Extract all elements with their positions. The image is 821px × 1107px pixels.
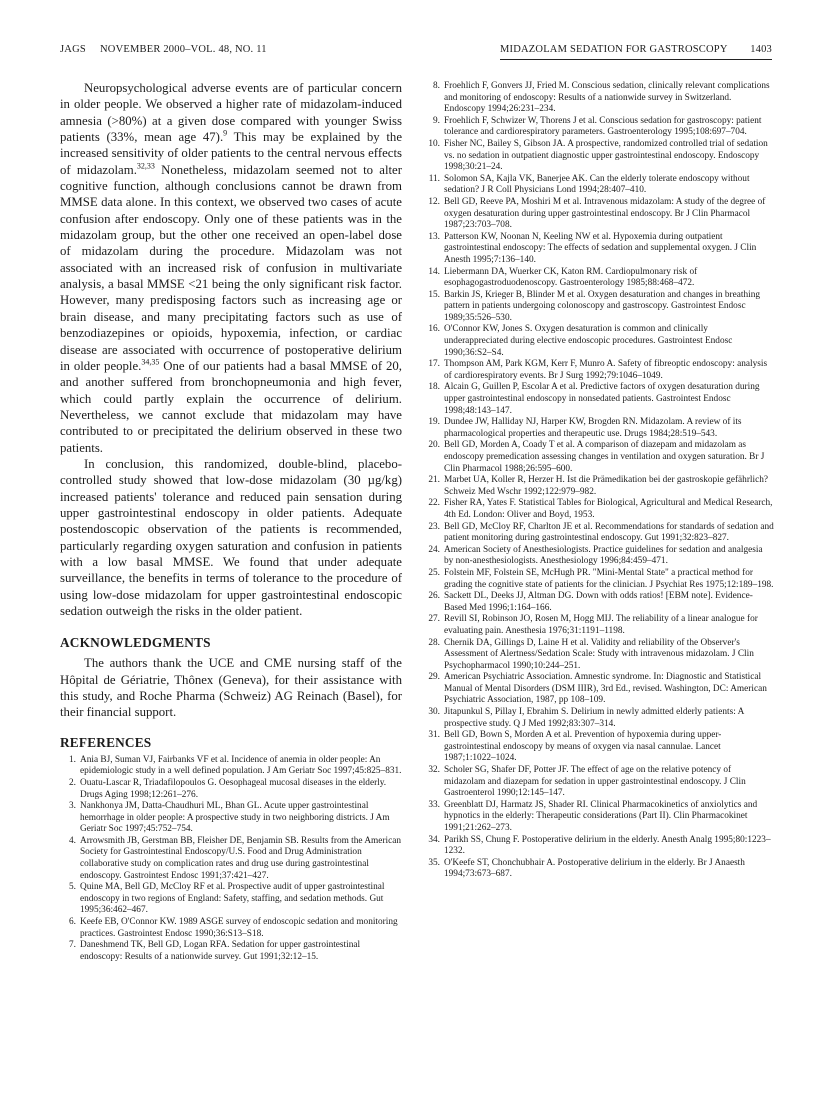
reference-item xyxy=(424,417,774,440)
reference-text: Scholer SG, Shafer DF, Potter JF. The effect of age on the relative potency of midazolam and diazepam for sedation in upper gastrointestinal endoscopy. J Clin Gastroenterol 1990;12:145–147. xyxy=(444,765,746,799)
citation: 32,33 xyxy=(136,161,155,171)
reference-item xyxy=(424,498,774,521)
conclusion-paragraph: In conclusion, this randomized, double-blind, placebo-controlled study showed that low-dose midazolam (30 µg/kg) increased patients' tolerance and reduced pain sensation during upper gastrointestinal endoscopy in older patients. Adequate postendoscopic observation of the patients is recommended, particularly regarding oxygen saturation and confusion in patients with a low basal MMSE. We found that under adequate surveillance, the benefits in terms of tolerance to the procedure of using low-dose midazolam for upper gastrointestinal endoscopic sedation outweigh the risks in the older patient. xyxy=(60,456,402,618)
reference-item xyxy=(60,801,402,836)
reference-text: Parikh SS, Chung F. Postoperative delirium in the elderly. Anesth Analg 1995;80:1223–1232. xyxy=(444,834,771,857)
reference-item xyxy=(424,707,774,730)
reference-text: Marbet UA, Koller R, Herzer H. Ist die Prämedikation bei der gastroskopie gefährlich? Schweiz Med Wschr 1992;122:979–982. xyxy=(444,475,768,497)
reference-number: 5. xyxy=(69,882,76,893)
reference-item xyxy=(424,359,774,382)
reference-item xyxy=(424,382,774,417)
reference-item xyxy=(424,545,774,568)
reference-text: Daneshmend TK, Bell GD, Logan RFA. Sedation for upper gastrointestinal endoscopy: Results of a nationwide survey. Gut 1991;32:12–15. xyxy=(80,940,361,962)
reference-number: 11. xyxy=(428,173,440,184)
reference-item xyxy=(424,475,774,498)
reference-number: 30. xyxy=(428,707,440,718)
reference-number: 13. xyxy=(428,231,440,242)
p1-text-d: One of our patients had a basal MMSE of 20, and another suffered from bronchopneumonia and high fever, which could partly explain the occurrence of delirium. Nevertheless, we cannot exclude that midazolam may have contributed to or precipitated the delirium observed in these two patients. xyxy=(60,358,402,455)
reference-number: 20. xyxy=(428,440,440,451)
reference-item xyxy=(60,778,402,801)
reference-number: 26. xyxy=(428,591,440,602)
reference-text: Bell GD, Morden A, Coady T et al. A comparison of diazepam and midazolam as endoscopy premedication assessing changes in ventilation and oxygen saturation. Br J Clin Pharmacol 1988;26:595–600. xyxy=(444,440,765,474)
reference-text: Greenblatt DJ, Harmatz JS, Shader RI. Clinical Pharmacokinetics of anxiolytics and hypnotics in the elderly: Therapeutic considerations (Part II). Clin Pharmacokinet 1991;21:262–273. xyxy=(444,799,758,833)
reference-item xyxy=(424,835,774,858)
p1-text-b: This may be explained by the increased sensitivity of older patients to the central nervous effects of midazolam. xyxy=(60,130,403,177)
reference-text: Froehlich F, Gonvers JJ, Fried M. Conscious sedation, clinically relevant complications and monitoring of endoscopy: Results of a nationwide survey in Switzerland. Endoscopy 1994;26:231–234. xyxy=(444,81,770,115)
reference-text: Solomon SA, Kajla VK, Banerjee AK. Can the elderly tolerate endoscopy without sedation? J R Coll Physicians Lond 1994;28:407–410. xyxy=(444,173,750,196)
reference-number: 27. xyxy=(428,614,440,625)
reference-text: Alcain G, Guillen P, Escolar A et al. Predictive factors of oxygen desaturation during upper gastrointestinal endoscopy in nonsedated patients. Gastrointest Endosc 1998;48:143–147. xyxy=(444,382,760,416)
reference-text: Folstein MF, Folstein SE, McHugh PR. "Mini-Mental State" a practical method for grading the cognitive state of patients for the clinician. J Psychiat Res 1975;12:189–198. xyxy=(444,567,774,590)
reference-item xyxy=(60,917,402,940)
reference-item xyxy=(60,755,402,778)
reference-item xyxy=(424,858,774,881)
reference-number: 18. xyxy=(428,382,440,393)
reference-text: O'Keefe ST, Chonchubhair A. Postoperative delirium in the elderly. Br J Anaesth 1994;73:673–687. xyxy=(444,857,745,880)
reference-text: O'Connor KW, Jones S. Oxygen desaturation is common and clinically underappreciated during elective endoscopic procedures. Gastrointest Endosc 1990;36:S2–S4. xyxy=(444,324,733,358)
reference-text: Revill SI, Robinson JO, Rosen M, Hogg MIJ. The reliability of a linear analogue for evaluating pain. Anesthesia 1976;31:1191–1198. xyxy=(444,614,758,636)
reference-item xyxy=(424,267,774,290)
page-number: 1403 xyxy=(750,44,772,55)
p1-text-a: Neuropsychological adverse events are of particular concern in older people. We observed a higher rate of midazolam-induced amnesia (>80%) at a given dose compared with younger Swiss patients (33%, mean age 47). xyxy=(60,81,402,145)
reference-text: Thompson AM, Park KGM, Kerr F, Munro A. Safety of fibreoptic endoscopy: analysis of cardiorespiratory events. Br J Surg 1992;79:1046–1049. xyxy=(444,359,768,381)
reference-text: Sackett DL, Deeks JJ, Altman DG. Down with odds ratios! [EBM note]. Evidence-Based Med 1996;1:164–166. xyxy=(444,591,753,613)
reference-number: 21. xyxy=(428,475,440,486)
reference-item xyxy=(424,638,774,673)
reference-item xyxy=(424,440,774,475)
reference-item xyxy=(424,672,774,707)
reference-number: 25. xyxy=(428,567,440,578)
reference-text: Fisher RA, Yates F. Statistical Tables for Biological, Agricultural and Medical Research, 4th Ed. London: Oliver and Boyd, 1953. xyxy=(444,498,773,520)
reference-item xyxy=(424,568,774,591)
references-list-left xyxy=(60,755,402,964)
references-heading: REFERENCES xyxy=(60,734,152,750)
reference-number: 35. xyxy=(428,857,440,868)
reference-number: 2. xyxy=(69,777,76,788)
reference-text: Fisher NC, Bailey S, Gibson JA. A prospective, randomized controlled trial of sedation vs. no sedation in outpatient diagnostic upper gastrointestinal endoscopy. Endoscopy 1998;30:21–24. xyxy=(444,138,768,173)
reference-number: 12. xyxy=(428,196,440,207)
reference-number: 9. xyxy=(433,115,440,126)
reference-text: Jitapunkul S, Pillay I, Ebrahim S. Delirium in newly admitted elderly patients: A prospective study. Q J Med 1992;83:307–314. xyxy=(444,707,744,729)
reference-item xyxy=(424,232,774,267)
reference-number: 19. xyxy=(428,417,440,428)
reference-text: Quine MA, Bell GD, McCloy RF et al. Prospective audit of upper gastrointestinal endoscopy in two regions of England: Safety, staffing, and sedation methods. Gut 1995;36:462–467. xyxy=(80,882,385,916)
reference-item xyxy=(424,81,774,116)
reference-number: 22. xyxy=(428,498,440,509)
running-title: MIDAZOLAM SEDATION FOR GASTROSCOPY xyxy=(500,44,728,55)
reference-item xyxy=(424,730,774,765)
reference-item xyxy=(424,197,774,232)
reference-number: 1. xyxy=(69,754,76,765)
reference-number: 28. xyxy=(428,637,440,648)
p1-text-c: Nonetheless, midazolam seemed not to alter cognitive function, although conclusions cannot be drawn from MMSE data alone. In this context, we observed two cases of acute confusion after endoscopy. Only one of these patients was in the midazolam group, but the other one received an open-label dose of midazolam during the procedure. Midazolam was not associated with an increased risk of confusion in multivariate analysis, a basal MMSE <21 being the only significant risk factor. However, many predisposing factors such as increasing age or brain disease, and many precipitating factors such as use of benzodiazepines or opioids, hypoxemia, infection, or cardiac disease are associated with occurrence of postoperative delirium in older people. xyxy=(60,162,402,373)
reference-text: Froehlich F, Schwizer W, Thorens J et al. Conscious sedation for gastroscopy: patient tolerance and cardiorespiratory parameters. Gastroenterology 1995;108:697–704. xyxy=(444,115,762,138)
reference-text: Arrowsmith JB, Gerstman BB, Fleisher DE, Benjamin SB. Results from the American Society for Gastrointestinal Endoscopy/U.S. Food and Drug Administration collaborative study on complication rates and drug use during gastrointestinal endoscopy. Gastrointest Endosc 1991;37:421–427. xyxy=(80,835,401,881)
reference-item xyxy=(424,290,774,325)
reference-number: 17. xyxy=(428,359,440,370)
reference-number: 4. xyxy=(69,835,76,846)
reference-number: 14. xyxy=(428,266,440,277)
reference-text: Patterson KW, Noonan N, Keeling NW et al. Hypoxemia during outpatient gastrointestinal endoscopy: The effects of sedation and supplemental oxygen. J Clin Anesth 1995;7:136–140. xyxy=(444,231,757,265)
reference-number: 23. xyxy=(428,521,440,532)
citation: 9 xyxy=(223,128,228,138)
reference-number: 31. xyxy=(428,730,440,741)
reference-text: Liebermann DA, Wuerker CK, Katon RM. Cardiopulmonary risk of esophagogastroduodenoscopy. Gastroenterology 1985;88:468–472. xyxy=(444,266,698,289)
reference-item xyxy=(60,940,402,963)
reference-number: 3. xyxy=(69,801,76,812)
reference-text: Nankhonya JM, Datta-Chaudhuri ML, Bhan GL. Acute upper gastrointestinal hemorrhage in older people: A prospective study in two neighboring districts. J Am Geriatr Soc 1997;45:752–754. xyxy=(80,801,390,835)
reference-text: American Psychiatric Association. Amnestic syndrome. In: Diagnostic and Statistical Manual of Mental Disorders (DSM IIIR), 3rd Ed., revised. Washington, DC: American Psychiatric Association, 1987, pp 108–109. xyxy=(444,672,767,706)
reference-text: Ouatu-Lascar R, Triadafilopoulos G. Oesophageal mucosal diseases in the elderly. Drugs Aging 1998;12:261–276. xyxy=(80,777,387,800)
reference-number: 10. xyxy=(428,138,440,149)
reference-item xyxy=(424,174,774,197)
reference-item xyxy=(424,591,774,614)
reference-number: 24. xyxy=(428,544,440,555)
reference-text: Bell GD, Reeve PA, Moshiri M et al. Intravenous midazolam: A study of the degree of oxygen desaturation during upper gastrointestinal endoscopy. Br J Clin Pharmacol 1987;23:703–708. xyxy=(444,196,766,231)
reference-number: 29. xyxy=(428,672,440,683)
reference-item xyxy=(424,765,774,800)
reference-number: 32. xyxy=(428,765,440,776)
reference-item xyxy=(424,116,774,139)
reference-number: 33. xyxy=(428,799,440,810)
reference-number: 8. xyxy=(433,81,440,91)
header-rule xyxy=(500,59,772,60)
reference-text: Keefe EB, O'Connor KW. 1989 ASGE survey of endoscopic sedation and monitoring practices. Gastrointest Endosc 1990;36:S13–S18. xyxy=(80,917,398,939)
reference-number: 6. xyxy=(69,917,76,928)
reference-item xyxy=(424,324,774,359)
running-header-left: JAGS NOVEMBER 2000–VOL. 48, NO. 11 xyxy=(60,44,267,55)
reference-item xyxy=(60,836,402,882)
acknowledgments-text: The authors thank the UCE and CME nursing staff of the Hôpital de Gériatrie, Thônex (Geneva), for their assistance with this study, and Roche Pharma (Schweiz) AG Reinach (Basel), for their financial support. xyxy=(60,656,402,720)
body-paragraph xyxy=(60,80,402,456)
reference-number: 34. xyxy=(428,834,440,845)
reference-item xyxy=(424,800,774,835)
reference-text: Chernik DA, Gillings D, Laine H et al. Validity and reliability of the Observer's Assessment of Alertness/Sedation Scale: Study with intravenous midazolam. J Clin Psychopharmacol 1990;10:244–251. xyxy=(444,637,754,671)
reference-number: 15. xyxy=(428,289,440,300)
references-list-right xyxy=(424,81,774,881)
reference-text: Bell GD, McCloy RF, Charlton JE et al. Recommendations for standards of sedation and patient monitoring during gastrointestinal endoscopy. Gut 1991;32:823–827. xyxy=(444,521,774,544)
reference-number: 16. xyxy=(428,324,440,335)
reference-item xyxy=(424,522,774,545)
reference-text: Dundee JW, Halliday NJ, Harper KW, Brogden RN. Midazolam. A review of its pharmacological properties and therapeutic use. Drugs 1984;28:519–543. xyxy=(444,417,742,439)
acknowledgments-heading: ACKNOWLEDGMENTS xyxy=(60,635,211,651)
reference-text: Barkin JS, Krieger B, Blinder M et al. Oxygen desaturation and changes in breathing pattern in patients undergoing colonoscopy and gastroscopy. Gastrointest Endosc 1989;35:526–530. xyxy=(444,289,761,323)
citation: 34,35 xyxy=(141,357,160,367)
reference-item xyxy=(424,139,774,174)
reference-text: Ania BJ, Suman VJ, Fairbanks VF et al. Incidence of anemia in older people: An epidemiologic study in a well defined population. J Am Geriatr Soc 1997;45:825–831. xyxy=(80,754,402,777)
reference-item xyxy=(424,614,774,637)
left-column xyxy=(60,80,402,963)
reference-number: 7. xyxy=(69,940,76,951)
reference-text: Bell GD, Bown S, Morden A et al. Prevention of hypoxemia during upper-gastrointestinal endoscopy by means of oxygen via nasal cannulae. Lancet 1987;1:1022–1024. xyxy=(444,730,722,764)
reference-text: American Society of Anesthesiologists. Practice guidelines for sedation and analgesia by non-anesthesiologists. Anesthesiology 1996;84:459–471. xyxy=(444,544,763,567)
reference-item xyxy=(60,882,402,917)
right-column xyxy=(424,81,774,881)
